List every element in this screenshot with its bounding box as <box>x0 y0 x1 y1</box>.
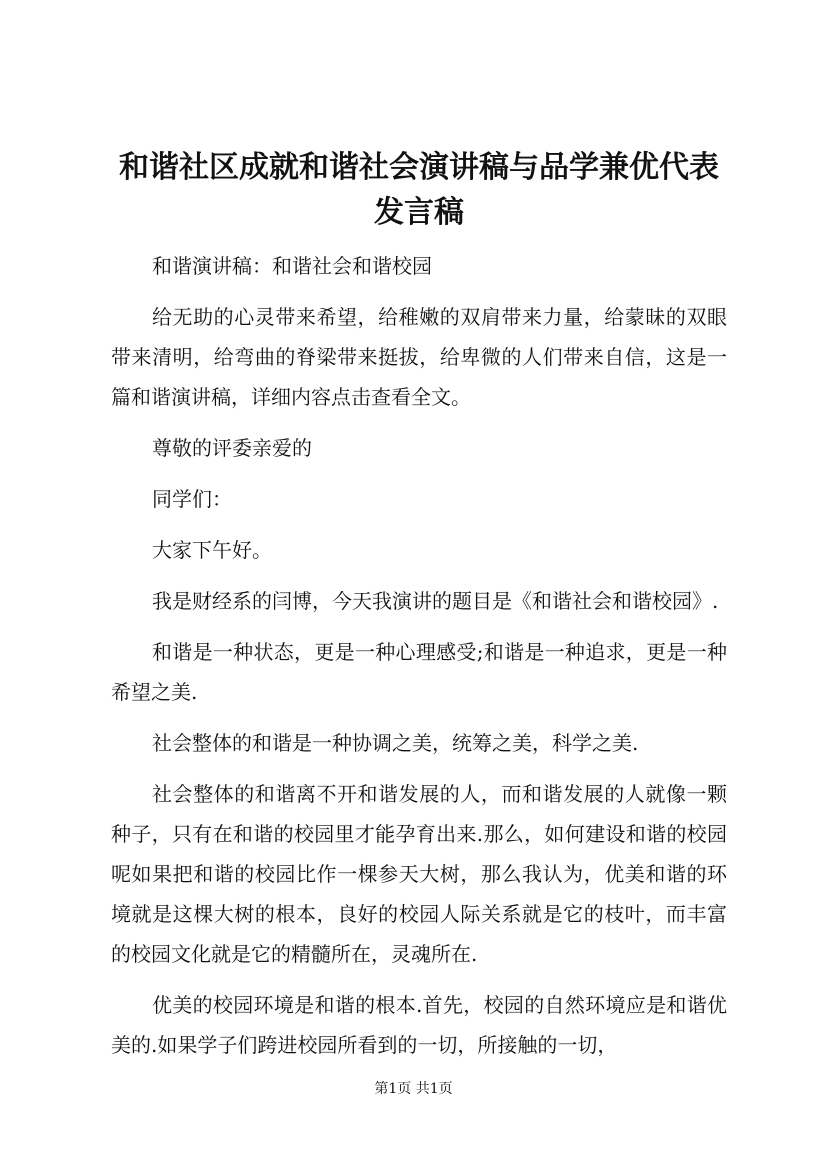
paragraph-campus-environment: 优美的校园环境是和谐的根本.首先，校园的自然环境应是和谐优美的.如果学子们跨进校园所看到的一切，所接触的一切， <box>111 993 727 1057</box>
paragraph-subtitle: 和谐演讲稿：和谐社会和谐校园 <box>152 254 432 278</box>
paragraph-intro: 给无助的心灵带来希望，给稚嫩的双肩带来力量，给蒙昧的双眼带来清明，给弯曲的脊梁带来挺拔，给卑微的人们带来自信，这是一篇和谐演讲稿，详细内容点击查看全文。 <box>111 305 727 409</box>
paragraph-salutation: 尊敬的评委亲爱的 <box>152 436 312 460</box>
paragraph-topic: 我是财经系的闫博，今天我演讲的题目是《和谐社会和谐校园》. <box>152 589 719 613</box>
document-title: 和谐社区成就和谐社会演讲稿与品学兼优代表发言稿 <box>119 150 719 230</box>
paragraph-harmony-state: 和谐是一种状态，更是一种心理感受;和谐是一种追求，更是一种希望之美. <box>111 640 727 704</box>
document-body <box>111 145 727 1076</box>
paragraph-greeting: 大家下午好。 <box>152 538 272 562</box>
paragraph-campus-tree: 社会整体的和谐离不开和谐发展的人，而和谐发展的人就像一颗种子，只有在和谐的校园里才能孕育出来.那么，如何建设和谐的校园呢如果把和谐的校园比作一棵参天大树，那么我认为，优美和谐的环境就是这棵大树的根本，良好的校园人际关系就是它的枝叶，而丰富的校园文化就是它的精髓所在，灵魂所在. <box>111 782 727 966</box>
paragraph-salutation-continued: 同学们： <box>152 487 232 511</box>
paragraph-social-harmony: 社会整体的和谐是一种协调之美，统筹之美，科学之美. <box>152 731 639 755</box>
page-footer: 第1页 共1页 <box>374 1081 453 1097</box>
